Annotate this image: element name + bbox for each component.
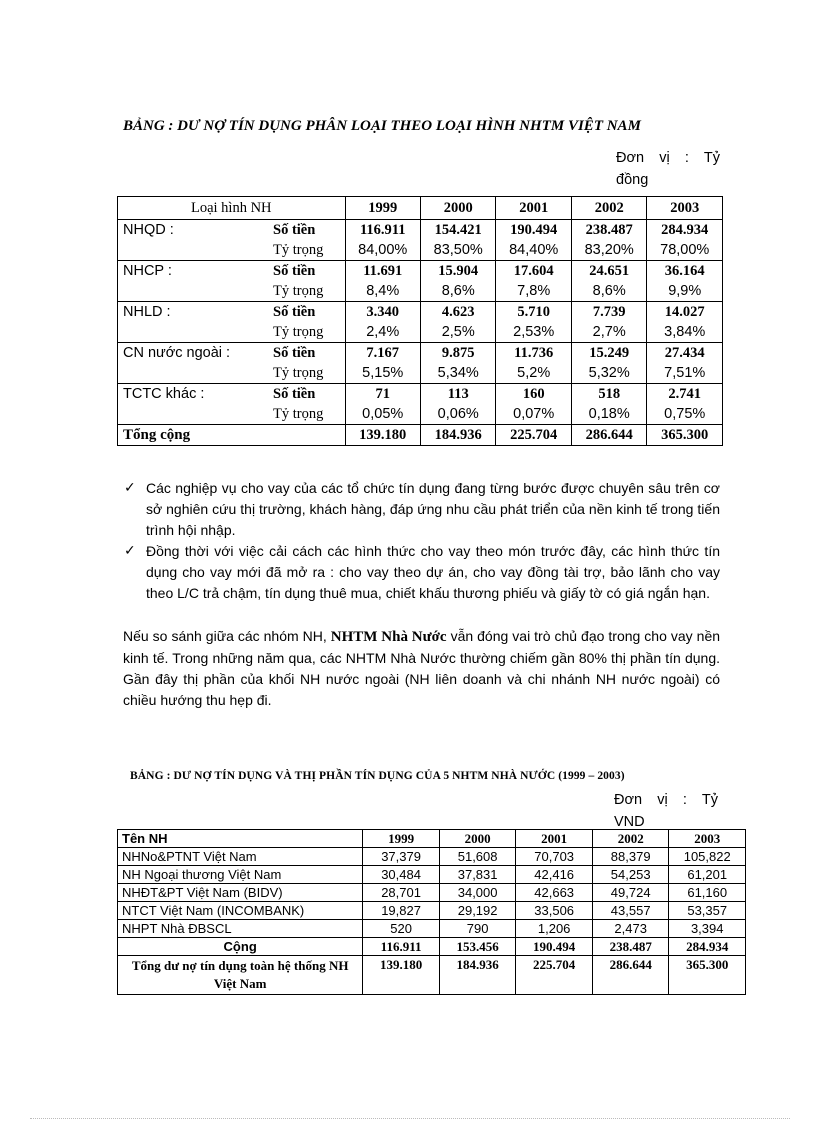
paragraph-emphasis: NHTM Nhà Nước <box>330 629 447 645</box>
sum-cell: 238.487 <box>592 938 669 956</box>
metric-label: Số tiền <box>269 220 345 241</box>
column-header-year: 2002 <box>592 830 669 848</box>
share-cell: 7,8% <box>496 281 571 302</box>
column-header-bank-name: Tên NH <box>118 830 363 848</box>
table-row <box>118 848 746 866</box>
total-cell: 184.936 <box>420 425 495 446</box>
share-cell: 3,84% <box>647 322 723 343</box>
amount-cell: 14.027 <box>647 302 723 323</box>
table2-unit <box>614 789 718 833</box>
share-cell: 78,00% <box>647 240 723 261</box>
column-header-year: 2003 <box>669 830 746 848</box>
value-cell: 42,416 <box>516 866 593 884</box>
bank-type-name-blank <box>118 404 270 425</box>
share-cell: 7,51% <box>647 363 723 384</box>
amount-cell: 5.710 <box>496 302 571 323</box>
value-cell: 19,827 <box>363 902 440 920</box>
checkmark-icon: ✓ <box>124 543 136 559</box>
table2-unit-line1: Đơn vị : Tỷ <box>614 792 718 808</box>
sum-cell: 190.494 <box>516 938 593 956</box>
amount-cell: 17.604 <box>496 261 571 282</box>
column-header-year: 2002 <box>571 197 646 220</box>
amount-cell: 24.651 <box>571 261 646 282</box>
sum-label: Cộng <box>118 938 363 956</box>
column-header-year: 2001 <box>516 830 593 848</box>
amount-cell: 518 <box>571 384 646 405</box>
bank-type-name: NHLD : <box>118 302 270 323</box>
table-row-share <box>118 281 723 302</box>
sum-cell: 284.934 <box>669 938 746 956</box>
metric-label: Số tiền <box>269 302 345 323</box>
amount-cell: 7.167 <box>345 343 420 364</box>
share-cell: 2,53% <box>496 322 571 343</box>
amount-cell: 11.736 <box>496 343 571 364</box>
value-cell: 30,484 <box>363 866 440 884</box>
share-cell: 5,32% <box>571 363 646 384</box>
total-cell: 225.704 <box>516 956 593 995</box>
total-cell: 365.300 <box>647 425 723 446</box>
value-cell: 37,831 <box>439 866 516 884</box>
share-cell: 84,00% <box>345 240 420 261</box>
share-cell: 2,4% <box>345 322 420 343</box>
value-cell: 520 <box>363 920 440 938</box>
total-cell: 365.300 <box>669 956 746 995</box>
body-paragraph <box>123 626 720 711</box>
metric-label: Tỷ trọng <box>269 322 345 343</box>
table-row-share <box>118 404 723 425</box>
column-header-year: 1999 <box>345 197 420 220</box>
metric-label: Tỷ trọng <box>269 404 345 425</box>
bank-type-name-blank <box>118 363 270 384</box>
share-cell: 83,20% <box>571 240 646 261</box>
metric-label: Tỷ trọng <box>269 281 345 302</box>
amount-cell: 11.691 <box>345 261 420 282</box>
bank-type-name: NHQD : <box>118 220 270 241</box>
bullet-list <box>124 478 720 604</box>
state-banks-credit-table <box>117 829 746 995</box>
metric-label: Số tiền <box>269 384 345 405</box>
amount-cell: 2.741 <box>647 384 723 405</box>
amount-cell: 160 <box>496 384 571 405</box>
value-cell: 1,206 <box>516 920 593 938</box>
amount-cell: 7.739 <box>571 302 646 323</box>
share-cell: 8,6% <box>571 281 646 302</box>
total-cell: 225.704 <box>496 425 571 446</box>
total-cell: 184.936 <box>439 956 516 995</box>
table-total-row <box>118 956 746 995</box>
share-cell: 8,4% <box>345 281 420 302</box>
amount-cell: 27.434 <box>647 343 723 364</box>
value-cell: 105,822 <box>669 848 746 866</box>
sum-cell: 153.456 <box>439 938 516 956</box>
total-cell: 286.644 <box>592 956 669 995</box>
value-cell: 2,473 <box>592 920 669 938</box>
bank-type-name: TCTC khác : <box>118 384 270 405</box>
table-total-row <box>118 425 723 446</box>
share-cell: 0,18% <box>571 404 646 425</box>
metric-label: Số tiền <box>269 343 345 364</box>
share-cell: 5,15% <box>345 363 420 384</box>
share-cell: 5,34% <box>420 363 495 384</box>
bullet-item <box>124 478 720 541</box>
paragraph-part2: vẫn đóng vai trò chủ đạo trong cho vay nền kinh tế. Trong những năm qua, các NHTM Nhà Nước thường chiếm gần 80% thị phần tín dụng. Gần đây thị phần của khối NH nước ngoài (NH liên doanh và chi nhánh NH nước ngoài) có chiều hướng thu hẹp đi. <box>123 628 721 708</box>
amount-cell: 15.249 <box>571 343 646 364</box>
metric-label: Số tiền <box>269 261 345 282</box>
value-cell: 43,557 <box>592 902 669 920</box>
bank-name: NHPT Nhà ĐBSCL <box>118 920 363 938</box>
value-cell: 88,379 <box>592 848 669 866</box>
amount-cell: 9.875 <box>420 343 495 364</box>
total-label: Tổng dư nợ tín dụng toàn hệ thống NH Việt Nam <box>118 956 363 995</box>
metric-label: Tỷ trọng <box>269 240 345 261</box>
table-row <box>118 902 746 920</box>
column-header-year: 2000 <box>420 197 495 220</box>
bank-name: NHNo&PTNT Việt Nam <box>118 848 363 866</box>
table-sum-row <box>118 938 746 956</box>
table2-title: BẢNG : DƯ NỢ TÍN DỤNG VÀ THỊ PHẦN TÍN DỤNG CỦA 5 NHTM NHÀ NƯỚC (1999 – 2003) <box>130 770 625 782</box>
total-cell: 139.180 <box>345 425 420 446</box>
table1-title: BẢNG : DƯ NỢ TÍN DỤNG PHÂN LOẠI THEO LOẠI HÌNH NHTM VIỆT NAM <box>123 118 641 134</box>
page-bottom-divider <box>30 1118 790 1119</box>
share-cell: 9,9% <box>647 281 723 302</box>
value-cell: 33,506 <box>516 902 593 920</box>
value-cell: 29,192 <box>439 902 516 920</box>
value-cell: 51,608 <box>439 848 516 866</box>
checkmark-icon: ✓ <box>124 480 136 496</box>
value-cell: 61,201 <box>669 866 746 884</box>
bank-type-name: CN nước ngoài : <box>118 343 270 364</box>
column-header-bank-type: Loại hình NH <box>118 197 346 220</box>
value-cell: 53,357 <box>669 902 746 920</box>
table-row-amount <box>118 220 723 241</box>
table-row-share <box>118 240 723 261</box>
table1-unit <box>616 147 720 191</box>
share-cell: 84,40% <box>496 240 571 261</box>
table1-unit-line1: Đơn vị : Tỷ <box>616 150 720 166</box>
table-row-amount <box>118 302 723 323</box>
table-row-amount <box>118 261 723 282</box>
table-row-share <box>118 363 723 384</box>
amount-cell: 238.487 <box>571 220 646 241</box>
table-header-row <box>118 197 723 220</box>
bullet-text: Đồng thời với việc cải cách các hình thức cho vay theo món trước đây, các hình thức tín dụng cho vay mới đã mở ra : cho vay theo dự án, cho vay đồng tài trợ, bảo lãnh cho vay theo L/C trả chậm, tín dụng thuê mua, chiết khấu thương phiếu và giấy tờ có giá ngắn hạn. <box>146 543 720 601</box>
bank-name: NH Ngoại thương Việt Nam <box>118 866 363 884</box>
table-row <box>118 884 746 902</box>
amount-cell: 190.494 <box>496 220 571 241</box>
bullet-text: Các nghiệp vụ cho vay của các tổ chức tín dụng đang từng bước được chuyên sâu trên cơ sở nghiên cứu thị trường, khách hàng, đáp ứng nhu cầu phát triển của nền kinh tế trong tiến trình hội nhập. <box>146 480 720 538</box>
share-cell: 0,06% <box>420 404 495 425</box>
total-cell: 286.644 <box>571 425 646 446</box>
table-row-amount <box>118 343 723 364</box>
value-cell: 3,394 <box>669 920 746 938</box>
value-cell: 61,160 <box>669 884 746 902</box>
table-row-amount <box>118 384 723 405</box>
value-cell: 49,724 <box>592 884 669 902</box>
bank-type-name-blank <box>118 322 270 343</box>
share-cell: 0,07% <box>496 404 571 425</box>
bank-type-name-blank <box>118 240 270 261</box>
table-header-row <box>118 830 746 848</box>
metric-label: Tỷ trọng <box>269 363 345 384</box>
value-cell: 28,701 <box>363 884 440 902</box>
bank-name: NTCT Việt Nam (INCOMBANK) <box>118 902 363 920</box>
amount-cell: 154.421 <box>420 220 495 241</box>
total-label: Tổng cộng <box>118 425 346 446</box>
table-row-share <box>118 322 723 343</box>
table2-unit-line2: VND <box>614 814 645 830</box>
share-cell: 0,75% <box>647 404 723 425</box>
amount-cell: 36.164 <box>647 261 723 282</box>
value-cell: 34,000 <box>439 884 516 902</box>
value-cell: 37,379 <box>363 848 440 866</box>
value-cell: 790 <box>439 920 516 938</box>
table-row <box>118 920 746 938</box>
value-cell: 42,663 <box>516 884 593 902</box>
amount-cell: 71 <box>345 384 420 405</box>
amount-cell: 3.340 <box>345 302 420 323</box>
credit-by-bank-type-table <box>117 196 723 446</box>
share-cell: 8,6% <box>420 281 495 302</box>
share-cell: 2,7% <box>571 322 646 343</box>
sum-cell: 116.911 <box>363 938 440 956</box>
total-cell: 139.180 <box>363 956 440 995</box>
amount-cell: 15.904 <box>420 261 495 282</box>
bank-type-name: NHCP : <box>118 261 270 282</box>
bank-name: NHĐT&PT Việt Nam (BIDV) <box>118 884 363 902</box>
value-cell: 70,703 <box>516 848 593 866</box>
bank-type-name-blank <box>118 281 270 302</box>
table1-unit-line2: đồng <box>616 172 649 188</box>
table-row <box>118 866 746 884</box>
amount-cell: 4.623 <box>420 302 495 323</box>
share-cell: 83,50% <box>420 240 495 261</box>
column-header-year: 2001 <box>496 197 571 220</box>
share-cell: 2,5% <box>420 322 495 343</box>
column-header-year: 2003 <box>647 197 723 220</box>
share-cell: 5,2% <box>496 363 571 384</box>
amount-cell: 284.934 <box>647 220 723 241</box>
value-cell: 54,253 <box>592 866 669 884</box>
paragraph-part1: Nếu so sánh giữa các nhóm NH, <box>123 628 331 644</box>
amount-cell: 116.911 <box>345 220 420 241</box>
column-header-year: 1999 <box>363 830 440 848</box>
bullet-item <box>124 541 720 604</box>
amount-cell: 113 <box>420 384 495 405</box>
share-cell: 0,05% <box>345 404 420 425</box>
column-header-year: 2000 <box>439 830 516 848</box>
